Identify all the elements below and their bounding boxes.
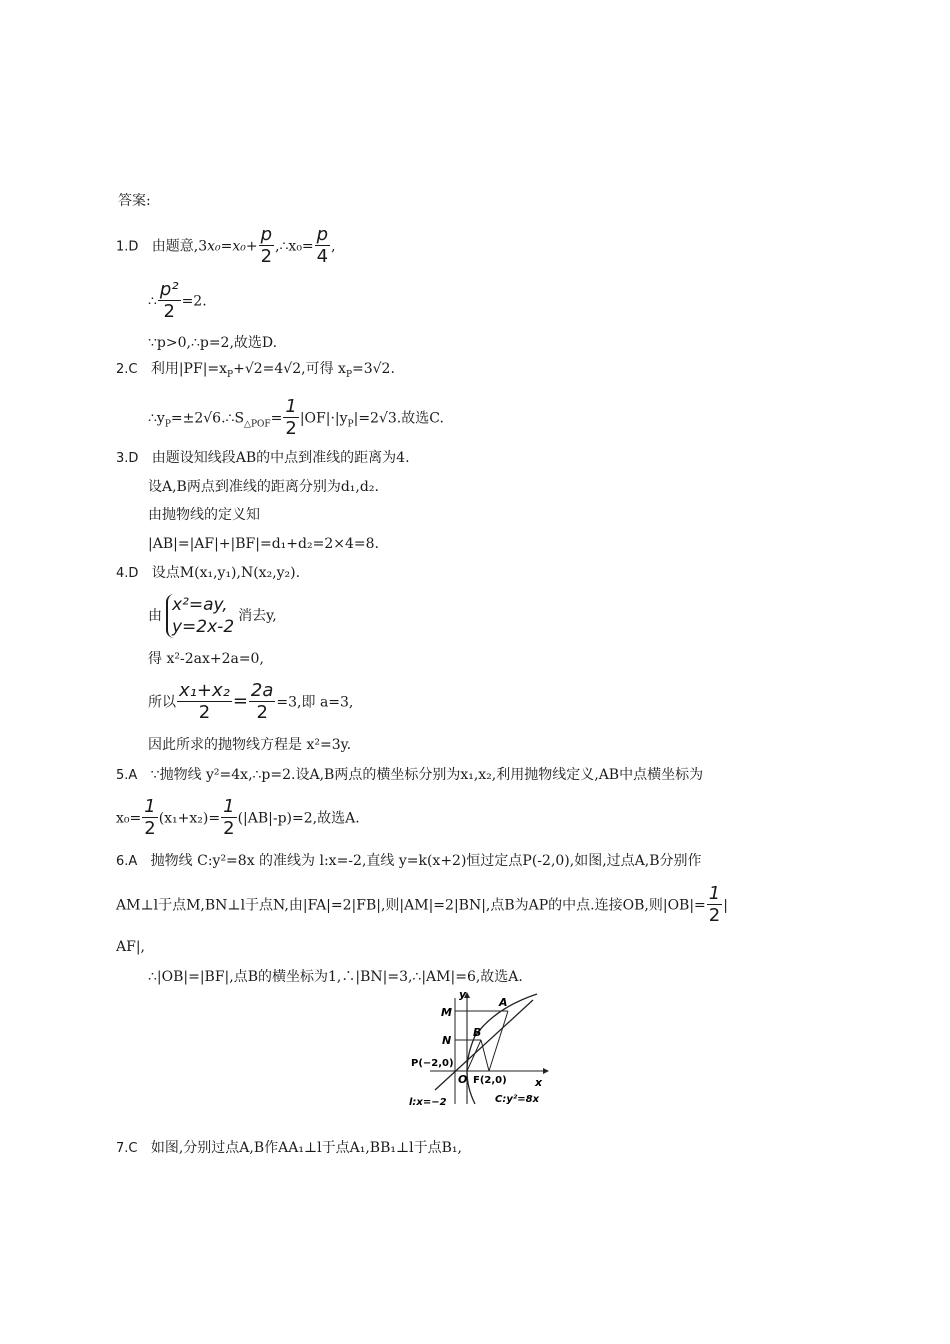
answer-1-line-3: ∵p>0,∴p=2,故选D. [148,335,278,351]
label-l: l:x=−2 [409,1097,447,1108]
answer-7-line-1: 7.C 如图,分别过点A,B作AA₁⊥l于点A₁,BB₁⊥l于点B₁, [116,1140,462,1156]
answer-2-line-1: 2.C 利用$|PF|=x_P+√2=4√2$,可得 $x_P=3√2$. [116,361,395,380]
label-f: F(2,0) [473,1075,507,1086]
answer-5-number: 5.A [116,768,138,783]
answer-4-line-1: 4.D 设点M(x₁,y₁),N(x₂,y₂). [116,565,301,581]
answer-1-line-1: 1.D 由题意,3x₀=x₀+ $\frac{p}{2}$ ,∴x₀= $\frac{p}{4}$ , [116,224,336,267]
label-x: x [535,1076,543,1089]
fraction: $\frac{1}{2}$ [144,796,156,839]
fraction: $\frac{p}{2}$ [260,224,273,267]
equation-system: x²=ay, y=2x-2 [166,594,234,638]
fraction: $\frac{p}{4}$ [316,224,329,267]
parabola-figure [395,986,555,1112]
label-b: B [473,1026,482,1039]
answer-6-line-3: AF|, [116,939,145,955]
answer-4-line-3: 得 x²-2ax+2a=0, [148,651,264,667]
label-n: N [442,1034,452,1047]
answer-4-number: 4.D [116,566,139,581]
answer-3-line-3: 由抛物线的定义知 [148,507,260,523]
answer-4-line-4: 所以 $\frac{\text{x₁+x₂}}{2}$ = $\frac{2a}{2}$ =3,即 a=3, [148,680,354,723]
answer-2-line-2: $\therefore y_P=\pm 2√6.\therefore S_{\triangle POF}=$ $\frac{1}{2}$ $|OF|\cdot|y_P|=2√3$.故选C. [148,396,444,439]
fraction: $\frac{1}{2}$ [708,883,721,926]
label-p: P(−2,0) [411,1058,454,1069]
label-o: O [458,1073,468,1086]
label-m: M [441,1006,452,1019]
label-c: C:y²=8x [495,1094,540,1105]
answer-heading: 答案: [118,193,151,209]
answer-6-line-1: 6.A 抛物线 C:y²=8x 的准线为 l:x=-2,直线 y=k(x+2)恒过定点P(-2,0),如图,过点A,B分别作 [116,853,702,869]
fraction: $\frac{\text{p²}}{2}$ [159,279,179,322]
answer-7-number: 7.C [116,1141,138,1156]
fraction: $\frac{\text{x₁+x₂}}{2}$ [179,680,230,723]
segment-af [489,1011,508,1071]
fraction: $\frac{1}{2}$ [223,796,235,839]
answer-5-line-2: x₀= $\frac{1}{2}$ (x₁+x₂)= $\frac{1}{2}$ (|AB|-p)=2,故选A. [116,796,360,839]
x-axis-arrow [543,1068,549,1074]
answer-5-line-1: 5.A ∵抛物线 y²=4x,∴p=2.设A,B两点的横坐标分别为x₁,x₂,利用抛物线定义,AB中点横坐标为 [116,767,704,783]
answer-3-line-1: 3.D 由题设知线段AB的中点到准线的距离为4. [116,450,410,466]
answer-6-number: 6.A [116,854,138,869]
answer-4-line-2: 由 x²=ay, y=2x-2 消去y, [148,595,277,637]
answer-6-line-4: ∴|OB|=|BF|,点B的横坐标为1,∴|BN|=3,∴|AM|=6,故选A. [148,969,523,985]
answer-1-number: 1.D [116,239,139,255]
answer-4-line-5: 因此所求的抛物线方程是 x²=3y. [148,737,352,753]
answer-3-line-2: 设A,B两点到准线的距离分别为d₁,d₂. [148,479,379,495]
label-y: y [459,988,467,1001]
answer-2-number: 2.C [116,362,138,377]
fraction: $\frac{1}{2}$ [285,396,297,439]
fraction: $\frac{2a}{2}$ [250,680,274,723]
label-a: A [499,996,508,1009]
answer-3-line-4: |AB|=|AF|+|BF|=d₁+d₂=2×4=8. [148,536,379,552]
answer-1-line-2: ∴ $\frac{\text{p²}}{2}$ =2. [148,279,207,322]
answer-3-number: 3.D [116,451,139,466]
answer-6-line-2: AM⊥l于点M,BN⊥l于点N,由|FA|=2|FB|,则|AM|=2|BN|,点B为AP的中点.连接OB,则|OB|= $\frac{1}{2}$ | [116,883,728,926]
